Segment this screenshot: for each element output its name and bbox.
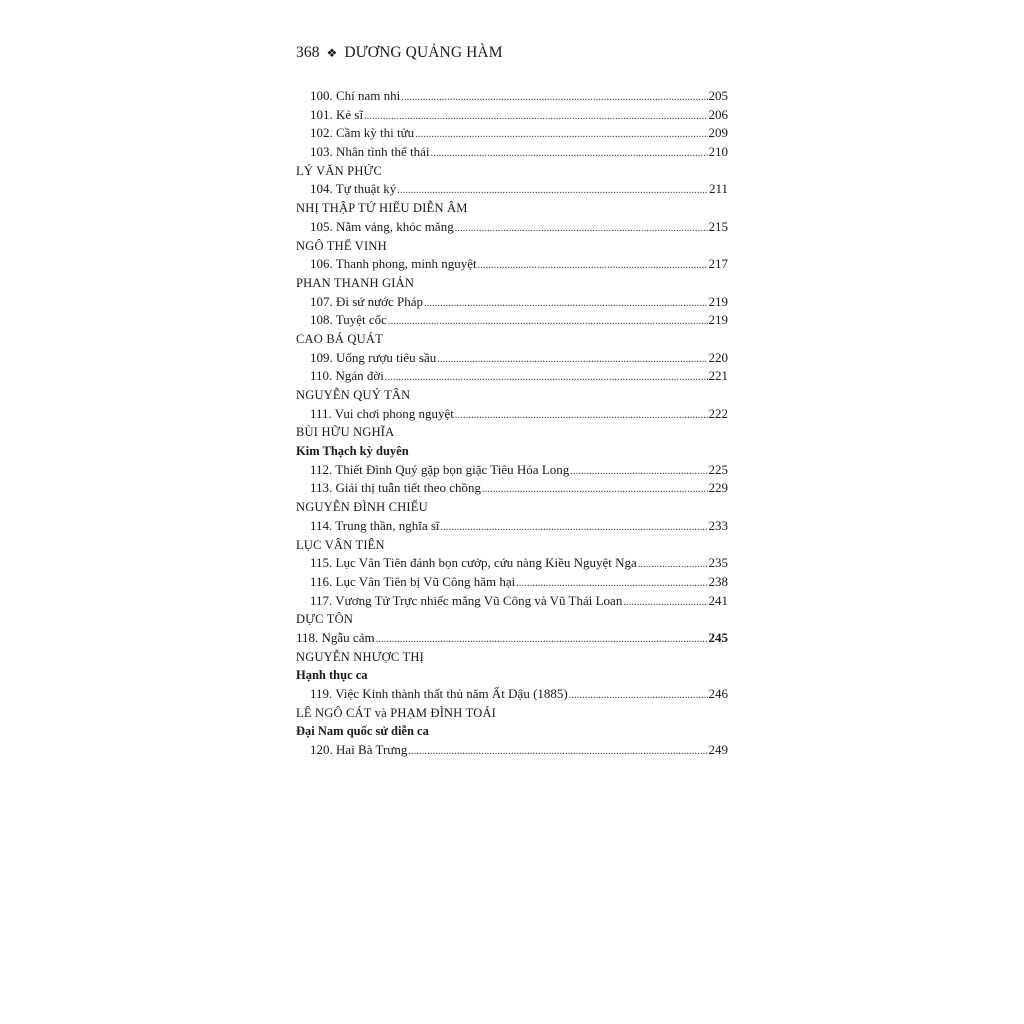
- toc-entry-title: 104. Tự thuật ký: [310, 181, 397, 197]
- dot-leader: [437, 351, 707, 370]
- toc-entry-page: 219: [708, 312, 728, 328]
- toc-entry: [296, 554, 728, 573]
- toc-entry-title: 118. Ngẫu cảm: [296, 629, 375, 645]
- dot-leader: [415, 126, 707, 145]
- toc-entry-title: 108. Tuyệt cốc: [310, 312, 387, 328]
- dot-leader: [455, 220, 708, 239]
- toc-entry-title: 120. Hai Bà Trưng: [310, 742, 408, 758]
- toc-entry: [296, 461, 728, 480]
- toc-entry: [296, 685, 728, 704]
- dot-leader: [570, 463, 707, 482]
- toc-entry-page: 217: [708, 256, 728, 272]
- toc-entry-title: 105. Nằm váng, khóc măng: [310, 218, 454, 234]
- toc-entry-page: 221: [708, 368, 728, 384]
- toc-entry-page: 245: [708, 629, 728, 645]
- toc-entry-page: 235: [708, 555, 728, 571]
- dot-leader: [623, 594, 707, 613]
- table-of-contents: [296, 87, 728, 760]
- toc-entry-page: 220: [708, 349, 728, 365]
- toc-entry: [296, 367, 728, 386]
- toc-work-heading: Hạnh thục ca: [296, 668, 368, 683]
- dot-leader: [478, 257, 708, 276]
- toc-entry-title: 102. Cầm kỳ thi tửu: [310, 125, 415, 141]
- dot-leader: [569, 687, 708, 706]
- dot-leader: [401, 89, 707, 108]
- toc-entry-title: 101. Kẻ sĩ: [310, 106, 364, 122]
- toc-entry-title: 113. Giải thị tuẫn tiết theo chồng: [310, 480, 482, 496]
- toc-entry: [296, 106, 728, 125]
- toc-entry-title: 116. Lục Vân Tiên bị Vũ Công hãm hại: [310, 573, 516, 589]
- toc-entry-title: 110. Ngán đời: [310, 368, 384, 384]
- toc-entry: [296, 405, 728, 424]
- dot-leader: [385, 369, 708, 388]
- dot-leader: [482, 481, 707, 500]
- toc-author-heading: NGUYỄN NHƯỢC THỊ: [296, 649, 424, 664]
- toc-entry-page: 229: [708, 480, 728, 496]
- toc-entry-title: 103. Nhân tình thế thái: [310, 144, 430, 160]
- toc-entry-page: 249: [708, 742, 728, 758]
- toc-entry: [296, 592, 728, 611]
- toc-author-heading: LỤC VÂN TIÊN: [296, 537, 385, 552]
- toc-entry: [296, 124, 728, 143]
- dot-leader: [441, 519, 708, 538]
- toc-author-heading: LÝ VĂN PHỨC: [296, 163, 382, 178]
- toc-entry: [296, 479, 728, 498]
- page-number: 368: [296, 44, 320, 61]
- toc-entry: [296, 87, 728, 106]
- dot-leader: [376, 631, 708, 650]
- toc-entry-page: 246: [708, 686, 728, 701]
- toc-entry: [296, 311, 728, 330]
- dot-leader: [431, 145, 708, 164]
- toc-entry: [296, 218, 728, 237]
- dot-leader: [424, 295, 707, 314]
- toc-entry-title: 106. Thanh phong, minh nguyệt: [310, 256, 477, 272]
- toc-entry-page: 219: [708, 293, 728, 309]
- toc-author-heading: LÊ NGÔ CÁT và PHẠM ĐÌNH TOÁI: [296, 705, 497, 720]
- toc-entry-page: 215: [708, 218, 728, 234]
- toc-author-heading: CAO BÁ QUÁT: [296, 331, 383, 346]
- toc-author-heading: BÙI HỮU NGHĨA: [296, 425, 395, 440]
- toc-entry-title: 109. Uống rượu tiêu sầu: [310, 349, 437, 365]
- toc-entry-page: 205: [708, 88, 728, 103]
- toc-author-heading: DỰC TÔN: [296, 612, 354, 627]
- toc-entry: [296, 255, 728, 274]
- toc-work-heading: Kim Thạch kỳ duyên: [296, 444, 409, 459]
- toc-entry-title: 115. Lục Vân Tiên đánh bọn cướp, cứu nàng Kiều Nguyệt Nga: [310, 555, 637, 571]
- toc-entry: [296, 573, 728, 592]
- dot-leader: [364, 108, 707, 127]
- toc-entry: [296, 349, 728, 368]
- dot-leader: [408, 743, 707, 762]
- toc-entry-title: 112. Thiết Đình Quý gặp bọn giặc Tiêu Hóa Long: [310, 461, 570, 477]
- toc-entry-page: 210: [708, 144, 728, 160]
- toc-entry-page: 222: [708, 405, 728, 421]
- dot-leader: [638, 556, 708, 575]
- toc-author-heading: NGÔ THẾ VINH: [296, 238, 387, 253]
- toc-entry: [296, 293, 728, 312]
- toc-entry-title: 111. Vui chơi phong nguyệt: [310, 405, 454, 421]
- dot-leader: [455, 407, 708, 426]
- toc-entry-title: 119. Việc Kinh thành thất thủ năm Ất Dậu (1885): [310, 686, 568, 701]
- toc-entry-page: 238: [708, 573, 728, 589]
- toc-entry-title: 114. Trung thần, nghĩa sĩ: [310, 517, 440, 533]
- toc-entry-page: 233: [708, 517, 728, 533]
- running-title: DƯƠNG QUẢNG HÀM: [344, 44, 503, 61]
- toc-entry-title: 107. Đi sứ nước Pháp: [310, 293, 424, 309]
- toc-entry-page: 209: [708, 125, 728, 141]
- toc-entry-page: 241: [708, 592, 728, 608]
- toc-author-heading: PHAN THANH GIẢN: [296, 275, 415, 290]
- ornament-separator: ❖: [326, 46, 338, 60]
- toc-entry-title: 117. Vương Tử Trực nhiếc mắng Vũ Công và Vũ Thái Loan: [310, 592, 623, 608]
- toc-author-heading: NGUYỄN ĐÌNH CHIỂU: [296, 500, 428, 515]
- toc-entry: [296, 741, 728, 760]
- toc-entry-page: 225: [708, 461, 728, 477]
- toc-author-heading: NGUYỄN QUÝ TÂN: [296, 388, 411, 402]
- toc-work-heading: Đại Nam quốc sử diễn ca: [296, 724, 429, 739]
- toc-entry: [296, 517, 728, 536]
- running-header: [296, 44, 503, 62]
- toc-entry: [296, 629, 728, 648]
- toc-author-heading: NHỊ THẬP TỨ HIẾU DIỄN ÂM: [296, 201, 468, 216]
- toc-entry: [296, 180, 728, 199]
- toc-entry-page: 211: [708, 181, 728, 197]
- toc-entry-title: 100. Chí nam nhi: [310, 88, 401, 103]
- toc-entry: [296, 143, 728, 162]
- toc-entry-page: 206: [708, 106, 728, 122]
- dot-leader: [388, 313, 708, 332]
